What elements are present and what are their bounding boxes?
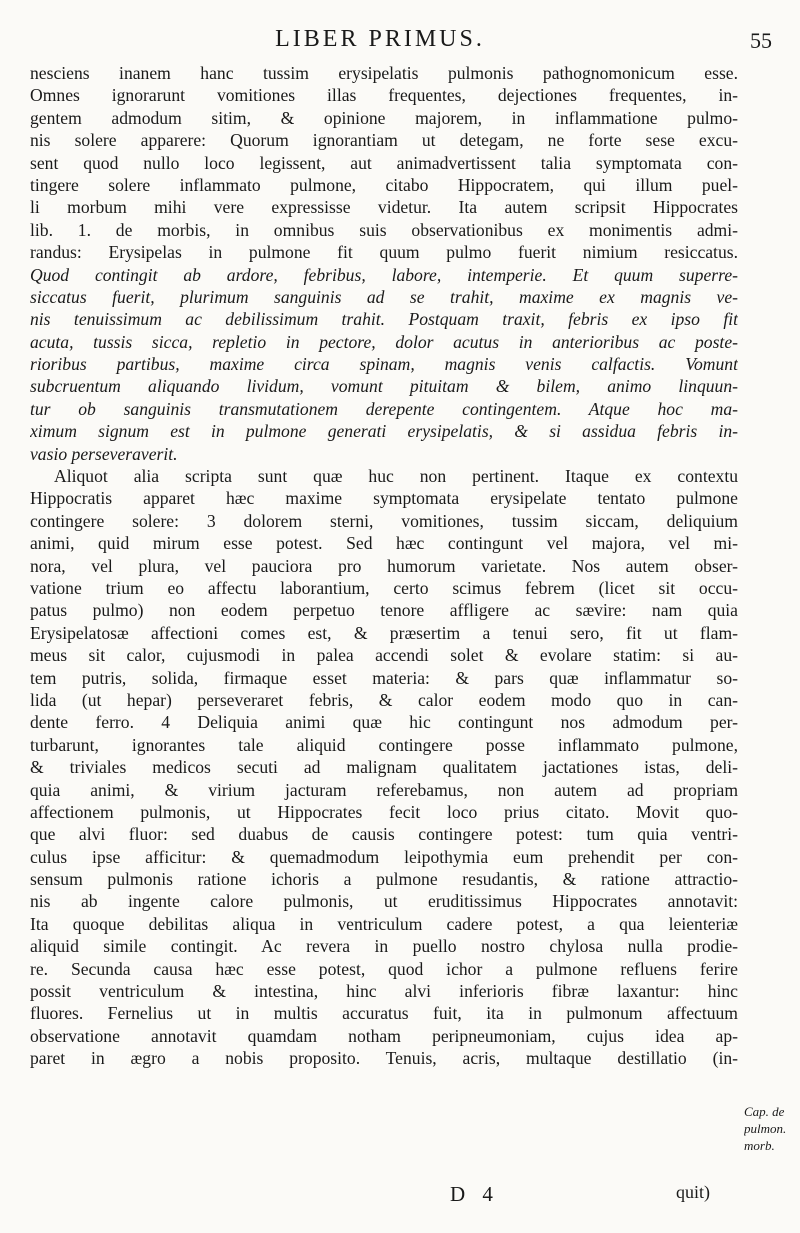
- text-line: nesciens inanem hanc tussim erysipelatis pulmonis pathognomonicum esse.: [30, 63, 738, 83]
- text-line: fluores. Fernelius ut in multis accuratus fuit, ita in pulmonum affectuum: [30, 1003, 738, 1024]
- text-line: animi, quid mirum esse potest. Sed hæc contingunt vel majora, vel mi-: [30, 533, 738, 554]
- text-line: li morbum mihi vere expressisse videtur. Ita autem scripsit Hippocrates: [30, 197, 738, 218]
- text-line: contingere solere: 3 dolorem sterni, vomitiones, tussim siccam, deliquium: [30, 510, 738, 531]
- text-line: dente ferro. 4 Deliquia animi quæ hic contingunt nos admodum per-: [30, 712, 738, 733]
- text-line: possit ventriculum & intestina, hinc alvi inferioris fibræ laxantur: hinc: [30, 981, 738, 1002]
- text-line: nis solere apparere: Quorum ignorantiam ut detegam, ne forte sese excu-: [30, 130, 738, 151]
- text-line: sent quod nullo loco legissent, aut animadvertissent talia symptomata con-: [30, 152, 738, 173]
- text-line: Erysipelatosæ affectioni comes est, & præsertim a tenui sero, fit ut flam-: [30, 622, 738, 643]
- text-line: nis ab ingente calore pulmonis, ut eruditissimus Hippocrates annotavit:: [30, 891, 738, 912]
- text-line: vasio perseveraverit.: [30, 443, 178, 464]
- text-line: Hippocratis apparet hæc maxime symptomata erysipelate tentato pulmone: [30, 488, 738, 509]
- text-line: affectionem pulmonis, ut Hippocrates fecit loco prius citato. Movit quo-: [30, 801, 738, 822]
- text-line: gentem admodum sitim, & opinione majorem, in inflammatione pulmo-: [30, 107, 738, 128]
- text-line: Omnes ignorarunt vomitiones illas frequentes, dejectiones frequentes, in-: [30, 85, 738, 106]
- marginal-note-line: Cap. de: [744, 1104, 785, 1119]
- text-line: ximum signum est in pulmone generati erysipelatis, & si assidua febris in-: [30, 421, 738, 442]
- catchword: quit): [676, 1182, 710, 1202]
- text-line: subcruentum aliquando lividum, vomunt pituitam & bilem, animo linquun-: [30, 376, 738, 397]
- text-line: turbarunt, ignorantes tale aliquid contingere posse inflammato pulmone,: [30, 734, 738, 755]
- text-line: acuta, tussis sicca, repletio in pectore, dolor acutus in anterioribus ac poste-: [30, 331, 738, 352]
- text-line: Aliquot alia scripta sunt quæ huc non pertinent. Itaque ex contextu: [54, 466, 738, 487]
- text-line: vatione trium eo affectu laborantium, certo scimus febrem (licet sit occu-: [30, 577, 738, 598]
- text-line: quia animi, & virium jacturam referebamus, non autem ad propriam: [30, 779, 738, 800]
- text-line: lib. 1. de morbis, in omnibus suis observationibus ex monimentis admi-: [30, 219, 738, 240]
- text-line: siccatus fuerit, plurimum sanguinis ad se trahit, maxime ex magnis ve-: [30, 286, 738, 307]
- text-line: rioribus partibus, maxime circa spinam, magnis venis calfactis. Vomunt: [30, 354, 738, 375]
- running-head: [0, 22, 800, 58]
- text-line: Quod contingit ab ardore, febribus, labore, intemperie. Et quum superre-: [30, 264, 738, 285]
- text-line: tem putris, solida, firmaque esset materia: & pars quæ inflammatur so-: [30, 667, 738, 688]
- text-line: que alvi fluor: sed duabus de causis contingere potest: tum quia ventri-: [30, 824, 738, 845]
- text-line: Ita quoque debilitas aliqua in ventriculum cadere potest, a qua leienteriæ: [30, 913, 738, 934]
- marginal-note-line: morb.: [744, 1138, 775, 1153]
- marginal-note: [744, 1103, 800, 1154]
- text-line: meus sit calor, cujusmodi in palea accendi solet & evolare statim: si au-: [30, 645, 738, 666]
- text-line: nis tenuissimum ac debilissimum trahit. Postquam traxit, febris ex ipso fit: [30, 309, 738, 330]
- text-line: sensum pulmonis ratione ichoris a pulmone resudantis, & ratione attractio-: [30, 869, 738, 890]
- signature-mark: D 4: [450, 1182, 499, 1206]
- text-line: observatione annotavit quamdam notham peripneumoniam, cujus idea ap-: [30, 1025, 738, 1046]
- text-line: lida (ut hepar) perseveraret febris, & calor eodem modo quo in can-: [30, 689, 738, 710]
- text-line: tingere solere inflammato pulmone, citabo Hippocratem, qui illum puel-: [30, 174, 738, 195]
- text-line: culus ipse afficitur: & quemadmodum leipothymia eum prehendit per con-: [30, 846, 738, 867]
- text-line: aliquid simile contingit. Ac revera in puello nostro chylosa nulla prodie-: [30, 936, 738, 957]
- text-line: & triviales medicos secuti ad malignam qualitatem jactationes istas, deli-: [30, 757, 738, 778]
- text-line: randus: Erysipelas in pulmone fit quum pulmo fuerit nimium resiccatus.: [30, 242, 738, 263]
- page-number: 55: [750, 28, 772, 53]
- text-line: paret in ægro a nobis proposito. Tenuis, acris, multaque destillatio (in-: [30, 1048, 738, 1069]
- text-line: tur ob sanguinis transmutationem derepente contingentem. Atque hoc ma-: [30, 398, 738, 419]
- marginal-note-line: pulmon.: [744, 1121, 787, 1136]
- text-line: nora, vel plura, vel pauciora pro humorum varietate. Nos autem obser-: [30, 555, 738, 576]
- body-text: [30, 62, 738, 1070]
- text-line: patus pulmo) non eodem perpetuo tenore affligere ac sævire: nam quia: [30, 600, 738, 621]
- text-line: re. Secunda causa hæc esse potest, quod ichor a pulmone refluens ferire: [30, 958, 738, 979]
- running-title: LIBER PRIMUS.: [275, 26, 485, 52]
